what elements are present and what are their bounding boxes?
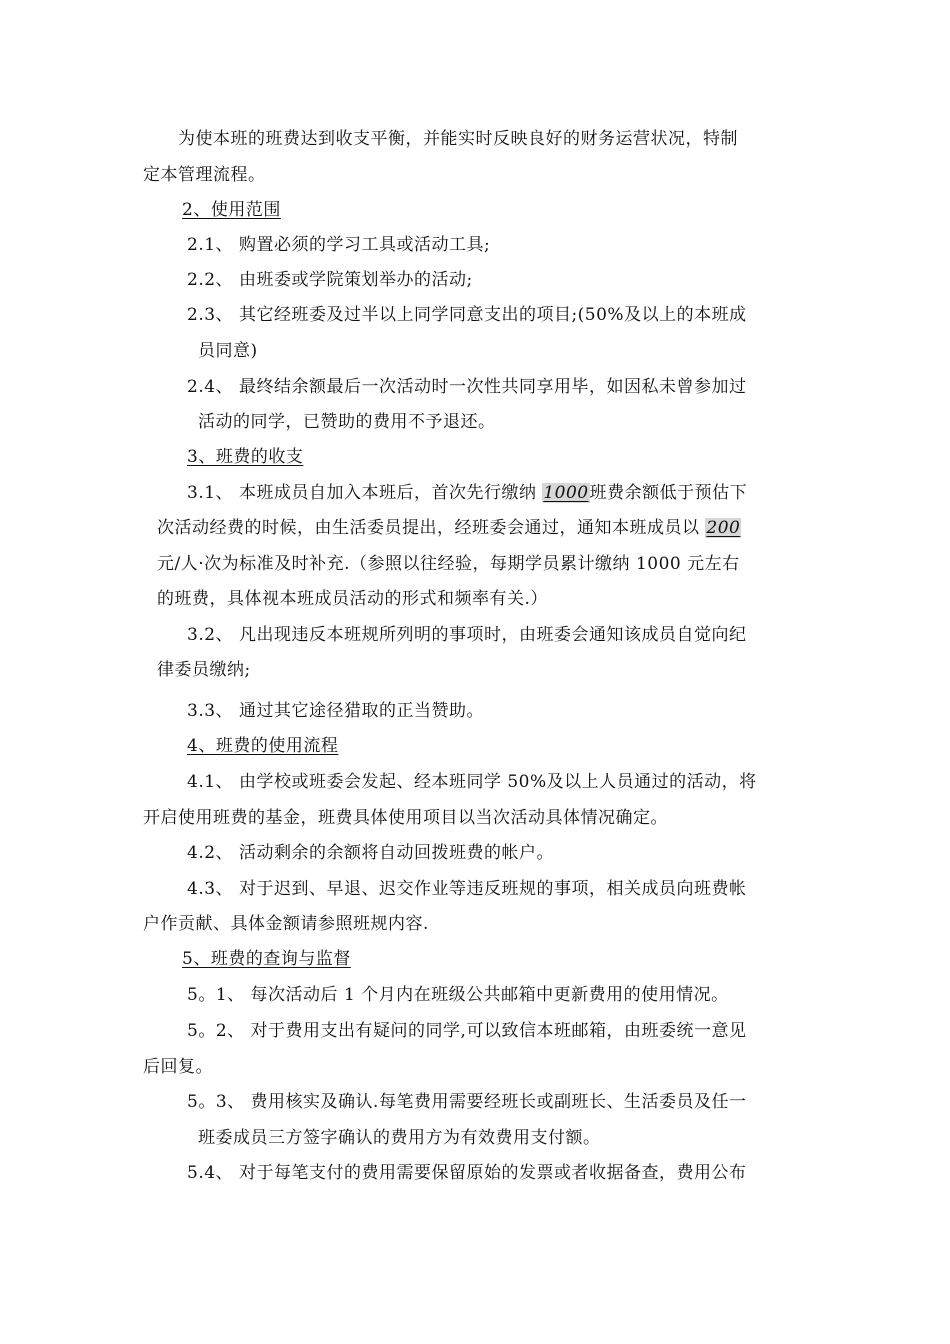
item-3-1-line-2 xyxy=(157,516,741,540)
section-3-heading: 3、班费的收支 xyxy=(187,447,304,467)
item-3-2-line-2: 律委员缴纳; xyxy=(157,660,251,680)
item-4-3-line-1: 4.3、 对于迟到、早退、迟交作业等违反班规的事项，相关成员向班费帐 xyxy=(187,879,747,899)
item-5-1: 5。1、 每次活动后 1 个月内在班级公共邮箱中更新费用的使用情况。 xyxy=(187,985,729,1005)
section-4-heading: 4、班费的使用流程 xyxy=(187,736,339,756)
initial-fee-field[interactable]: 1000 xyxy=(543,483,589,503)
item-5-2-line-2: 后回复。 xyxy=(143,1057,213,1077)
item-4-3-line-2: 户作贡献、具体金额请参照班规内容. xyxy=(143,914,429,934)
item-3-3: 3.3、 通过其它途径猎取的正当赞助。 xyxy=(187,701,484,721)
section-5-heading: 5、班费的查询与监督 xyxy=(182,949,351,969)
item-4-1-line-2: 开启使用班费的基金，班费具体使用项目以当次活动具体情况确定。 xyxy=(143,808,668,828)
item-3-1-text-before: 3.1、 本班成员自加入本班后，首次先行缴纳 xyxy=(187,483,543,503)
item-3-1-text-after: 班费余额低于预估下 xyxy=(589,483,748,503)
item-3-2-line-1: 3.2、 凡出现违反本班规所列明的事项时，由班委会通知该成员自觉向纪 xyxy=(187,625,747,645)
item-2-3-line-2: 员同意) xyxy=(198,341,258,361)
item-2-3-line-1: 2.3、 其它经班委及过半以上同学同意支出的项目;(50%及以上的本班成 xyxy=(187,305,747,325)
item-3-1-line-3: 元/人·次为标准及时补充.（参照以往经验，每期学员累计缴纳 1000 元左右 xyxy=(157,554,740,574)
item-5-3-line-2: 班委成员三方签字确认的费用方为有效费用支付额。 xyxy=(198,1128,601,1148)
item-2-1: 2.1、 购置必须的学习工具或活动工具; xyxy=(187,235,491,255)
item-4-2: 4.2、 活动剩余的余额将自动回拨班费的帐户。 xyxy=(187,843,554,863)
item-5-2-line-1: 5。2、 对于费用支出有疑问的同学,可以致信本班邮箱，由班委统一意见 xyxy=(187,1021,747,1041)
item-5-3-line-1: 5。3、 费用核实及确认.每笔费用需要经班长或副班长、生活委员及任一 xyxy=(187,1092,747,1112)
item-2-2: 2.2、 由班委或学院策划举办的活动; xyxy=(187,270,473,290)
refill-fee-field[interactable]: 200 xyxy=(706,518,741,538)
item-3-1-line-4: 的班费，具体视本班成员活动的形式和频率有关.） xyxy=(157,589,548,609)
item-3-1-line-1 xyxy=(187,481,747,505)
intro-line-1: 为使本班的班费达到收支平衡，并能实时反映良好的财务运营状况，特制 xyxy=(178,129,738,149)
item-4-1-line-1: 4.1、 由学校或班委会发起、经本班同学 50%及以上人员通过的活动，将 xyxy=(187,772,757,792)
item-5-4-line-1: 5.4、 对于每笔支付的费用需要保留原始的发票或者收据备查，费用公布 xyxy=(187,1163,747,1183)
intro-line-2: 定本管理流程。 xyxy=(143,165,266,185)
section-2-heading: 2、使用范围 xyxy=(182,200,281,220)
item-3-1-line-2-text: 次活动经费的时候，由生活委员提出，经班委会通过，通知本班成员以 xyxy=(157,518,706,538)
item-2-4-line-2: 活动的同学，已赞助的费用不予退还。 xyxy=(198,412,496,432)
item-2-4-line-1: 2.4、 最终结余额最后一次活动时一次性共同享用毕，如因私未曾参加过 xyxy=(187,377,747,397)
